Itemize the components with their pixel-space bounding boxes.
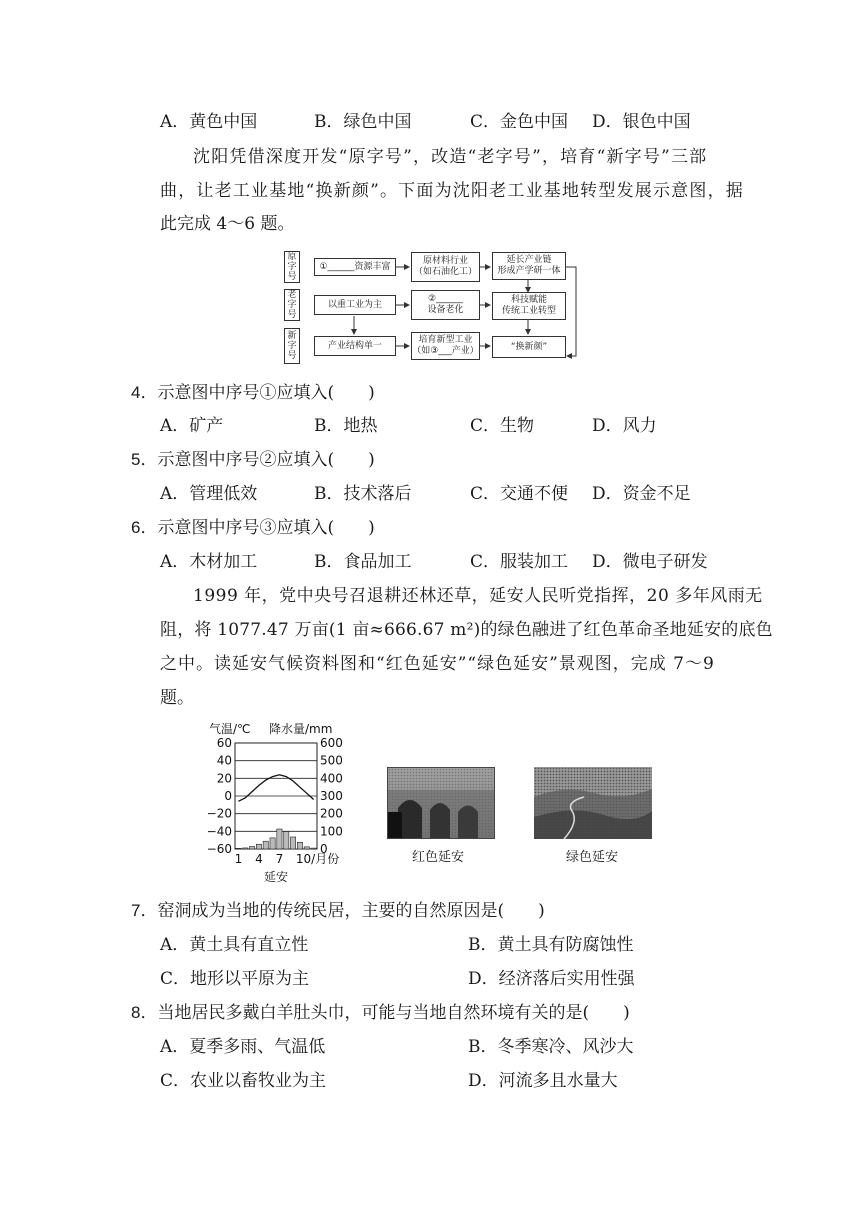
q7-option-d: D．经济落后实用性强 bbox=[468, 969, 635, 989]
green-yanan-photo bbox=[534, 767, 652, 839]
cave-dwelling-image bbox=[388, 768, 494, 838]
temp-tick-label: −60 bbox=[206, 842, 232, 856]
box-resource-rich: ①______资源丰富 bbox=[314, 258, 396, 276]
q8-option-d: D．河流多且水量大 bbox=[468, 1071, 618, 1091]
precip-bar bbox=[311, 848, 316, 849]
q3-option-b: B．绿色中国 bbox=[314, 112, 412, 132]
precip-tick-label: 600 bbox=[320, 736, 343, 750]
box-equipment-aging-l1: ②______ bbox=[427, 294, 464, 304]
q6-stem-text: 示意图中序号③应填入( ) bbox=[157, 518, 375, 538]
q7-number: 7． bbox=[131, 901, 158, 920]
green-yanan-caption: 绿色延安 bbox=[566, 850, 619, 865]
box-tech-empower-l2: 传统工业转型 bbox=[501, 306, 556, 316]
box-single-structure: 产业结构单一 bbox=[314, 336, 396, 356]
temp-axis-title: 气温/℃ bbox=[209, 722, 251, 736]
yanan-climate-chart bbox=[205, 716, 375, 886]
box-extend-chain-l1: 延长产业链 bbox=[506, 255, 552, 265]
intro-79-line1: 1999 年，党中央号召退耕还林还草，延安人民听党指挥，20 多年风雨无 bbox=[193, 586, 763, 606]
precip-tick-label: 100 bbox=[320, 824, 343, 839]
intro-46-line1: 沈阳凭借深度开发“原字号”，改造“老字号”，培育“新字号”三部 bbox=[193, 147, 708, 167]
box-new-industry-l1: 培育新型工业 bbox=[418, 335, 473, 345]
q5-stem bbox=[131, 449, 375, 471]
precip-bar bbox=[236, 848, 241, 849]
precip-axis-title: 降水量/mm bbox=[269, 722, 333, 736]
q5-option-c: C．交通不便 bbox=[470, 484, 569, 504]
q7-stem-text: 窑洞成为当地的传统民居，主要的自然原因是( ) bbox=[157, 901, 545, 921]
precip-bar bbox=[256, 844, 261, 849]
red-yanan-caption: 红色延安 bbox=[412, 850, 465, 865]
box-tech-empower bbox=[492, 292, 566, 320]
q6-stem bbox=[131, 517, 375, 539]
precip-bar bbox=[243, 848, 248, 849]
red-yanan-photo bbox=[387, 767, 495, 839]
q4-stem bbox=[131, 382, 375, 404]
box-heavy-industry: 以重工业为主 bbox=[314, 295, 396, 315]
q3-option-d: D．银色中国 bbox=[592, 112, 691, 132]
q7-option-a: A．黄土具有直立性 bbox=[160, 935, 309, 955]
precip-bar bbox=[297, 842, 302, 849]
intro-79-line3: 之中。读延安气候资料图和“红色延安”“绿色延安”景观图，完成 7～9 bbox=[160, 654, 715, 674]
station-label: 延安 bbox=[263, 870, 289, 884]
q5-option-b: B．技术落后 bbox=[314, 484, 412, 504]
month-tick-label: 7 bbox=[275, 852, 284, 866]
q5-stem-text: 示意图中序号②应填入( ) bbox=[157, 450, 375, 470]
q3-option-c: C．金色中国 bbox=[470, 112, 569, 132]
precip-bar bbox=[284, 832, 289, 849]
q5-option-a: A．管理低效 bbox=[160, 484, 258, 504]
q4-option-a: A．矿产 bbox=[160, 416, 224, 436]
q8-option-c: C．农业以畜牧业为主 bbox=[160, 1071, 327, 1091]
box-new-industry bbox=[411, 332, 480, 360]
precip-tick-label: 500 bbox=[320, 753, 343, 768]
box-new-look: “换新颜” bbox=[492, 336, 566, 358]
q5-number: 5． bbox=[131, 450, 158, 469]
precip-bar bbox=[290, 837, 295, 849]
precip-bar bbox=[270, 838, 275, 849]
temp-tick-label: 20 bbox=[216, 771, 232, 786]
q7-option-c: C．地形以平原为主 bbox=[160, 969, 310, 989]
month-tick-label: 1 bbox=[234, 852, 243, 866]
box-raw-materials-l2: （如石油化工） bbox=[413, 267, 477, 277]
temp-tick-label: 0 bbox=[224, 789, 232, 803]
q7-stem bbox=[131, 900, 545, 922]
q8-stem bbox=[131, 1002, 630, 1024]
precip-bar bbox=[304, 847, 309, 849]
q4-option-b: B．地热 bbox=[314, 416, 378, 436]
precip-tick-label: 300 bbox=[320, 789, 343, 803]
green-hills-image bbox=[534, 767, 652, 839]
q3-option-a: A．黄色中国 bbox=[160, 112, 258, 132]
q4-stem-text: 示意图中序号①应填入( ) bbox=[157, 383, 375, 403]
intro-46-line3: 此完成 4～6 题。 bbox=[160, 214, 295, 234]
box-extend-chain-l2: 形成产学研一体 bbox=[497, 266, 561, 276]
precip-bar bbox=[277, 829, 282, 849]
intro-46-line2: 曲，让老工业基地“换新颜”。下面为沈阳老工业基地转型发展示意图，据 bbox=[160, 181, 744, 201]
q8-number: 8． bbox=[131, 1003, 158, 1022]
precip-bar bbox=[263, 841, 268, 849]
box-new-industry-l2: （如③___产业） bbox=[412, 346, 479, 356]
month-tick-label: 4 bbox=[255, 852, 263, 866]
temp-tick-label: −20 bbox=[206, 806, 232, 821]
transformation-flow-diagram bbox=[284, 250, 584, 365]
temp-tick-label: 60 bbox=[216, 736, 232, 750]
row-label-yuanzihao: 原字号 bbox=[284, 251, 300, 283]
box-equipment-aging-l2: 设备老化 bbox=[427, 305, 464, 315]
box-raw-materials bbox=[411, 252, 480, 282]
q6-option-c: C．服装加工 bbox=[470, 552, 569, 572]
box-raw-materials-l1: 原材料行业 bbox=[422, 256, 468, 266]
precip-tick-label: 0 bbox=[320, 842, 328, 856]
box-extend-chain bbox=[492, 252, 566, 280]
q8-option-b: B．冬季寒冷、风沙大 bbox=[468, 1037, 634, 1057]
precip-tick-label: 200 bbox=[320, 806, 343, 821]
precip-bar bbox=[249, 847, 254, 849]
q6-number: 6． bbox=[131, 518, 158, 537]
q8-stem-text: 当地居民多戴白羊肚头巾，可能与当地自然环境有关的是( ) bbox=[157, 1003, 630, 1023]
month-tick-label: 10/月份 bbox=[295, 852, 340, 866]
temp-tick-label: 40 bbox=[216, 753, 232, 768]
q6-option-b: B．食品加工 bbox=[314, 552, 412, 572]
q4-number: 4． bbox=[131, 383, 158, 402]
intro-79-line2: 阻，将 1077.47 万亩(1 亩≈666.67 m²)的绿色融进了红色革命圣地延安的底色 bbox=[160, 620, 773, 640]
box-equipment-aging bbox=[411, 290, 480, 320]
intro-79-line4: 题。 bbox=[160, 688, 194, 708]
temp-tick-label: −40 bbox=[206, 824, 232, 839]
q6-option-d: D．微电子研发 bbox=[592, 552, 708, 572]
climate-chart-svg bbox=[205, 716, 375, 886]
q7-option-b: B．黄土具有防腐蚀性 bbox=[468, 935, 634, 955]
q4-option-c: C．生物 bbox=[470, 416, 535, 436]
row-label-xinzihao: 新字号 bbox=[284, 328, 300, 364]
q5-option-d: D．资金不足 bbox=[592, 484, 691, 504]
q8-option-a: A．夏季多雨、气温低 bbox=[160, 1037, 326, 1057]
q4-option-d: D．风力 bbox=[592, 416, 657, 436]
box-tech-empower-l1: 科技赋能 bbox=[510, 295, 547, 305]
q6-option-a: A．木材加工 bbox=[160, 552, 258, 572]
temperature-line bbox=[238, 775, 313, 802]
precip-tick-label: 400 bbox=[320, 771, 343, 786]
row-label-laozihao: 老字号 bbox=[284, 289, 300, 321]
